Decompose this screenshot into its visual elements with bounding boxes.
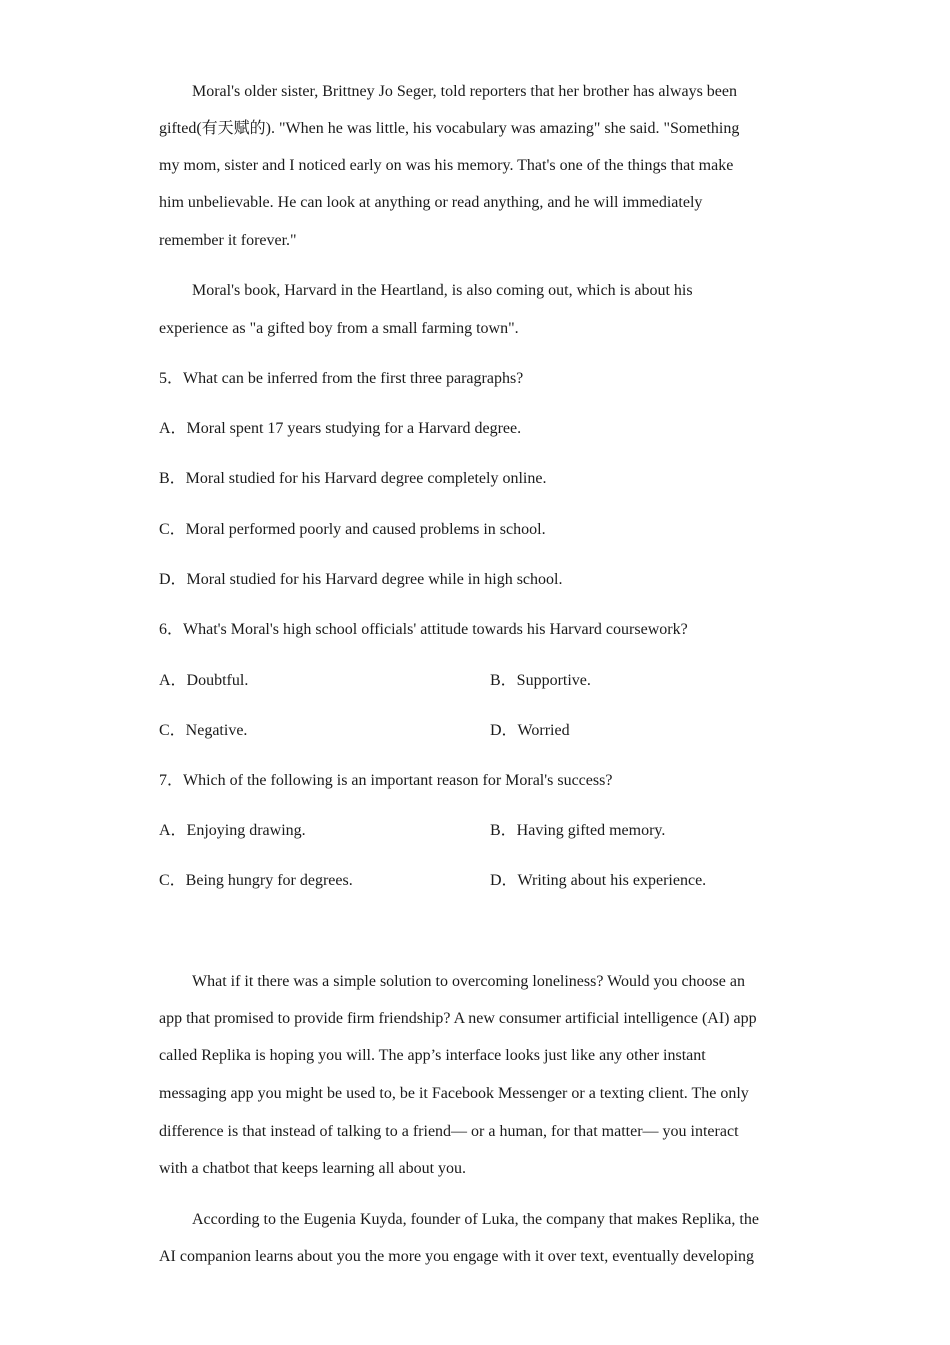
question-5-option-a: A．Moral spent 17 years studying for a Harvard degree. [159,420,522,437]
question-7-stem: 7．Which of the following is an important reason for Moral's success? [159,772,613,789]
passage2-p2-line2: AI companion learns about you the more you engage with it over text, eventually developing [159,1248,754,1265]
passage2-p1-line1: What if it there was a simple solution to overcoming loneliness? Would you choose an [192,973,745,990]
passage2-p1-line5: difference is that instead of talking to a friend— or a human, for that matter— you interact [159,1123,739,1140]
question-5-option-b: B．Moral studied for his Harvard degree completely online. [159,470,547,487]
passage1-p1-line2: gifted(有天赋的). "When he was little, his vocabulary was amazing" she said. "Something [159,120,740,137]
passage1-p2-line1: Moral's book, Harvard in the Heartland, is also coming out, which is about his [192,282,693,299]
question-6-stem: 6．What's Moral's high school officials' attitude towards his Harvard coursework? [159,621,688,638]
question-7-option-b: B．Having gifted memory. [490,822,666,839]
question-6-option-d: D．Worried [490,722,570,739]
question-6-option-b: B．Supportive. [490,672,591,689]
question-5-stem: 5．What can be inferred from the first three paragraphs? [159,370,524,387]
passage1-p2-line2: experience as "a gifted boy from a small farming town". [159,320,519,337]
passage1-p1-line1: Moral's older sister, Brittney Jo Seger, told reporters that her brother has always been [192,83,738,100]
passage2-p1-line3: called Replika is hoping you will. The app’s interface looks just like any other instant [159,1047,706,1064]
passage1-p1-line3: my mom, sister and I noticed early on was his memory. That's one of the things that make [159,157,734,174]
passage2-p1-line4: messaging app you might be used to, be it Facebook Messenger or a texting client. The only [159,1085,749,1102]
question-5-option-d: D．Moral studied for his Harvard degree while in high school. [159,571,563,588]
question-7-option-a: A．Enjoying drawing. [159,822,306,839]
question-5-option-c: C．Moral performed poorly and caused problems in school. [159,521,546,538]
passage2-p1-line6: with a chatbot that keeps learning all about you. [159,1160,467,1177]
passage1-p1-line5: remember it forever." [159,232,297,249]
passage1-p1-line4: him unbelievable. He can look at anything or read anything, and he will immediately [159,194,703,211]
question-6-option-c: C．Negative. [159,722,248,739]
question-7-option-d: D．Writing about his experience. [490,872,707,889]
question-6-option-a: A．Doubtful. [159,672,249,689]
passage2-p1-line2: app that promised to provide firm friendship? A new consumer artificial intelligence (AI) app [159,1010,757,1027]
question-7-option-c: C．Being hungry for degrees. [159,872,353,889]
passage2-p2-line1: According to the Eugenia Kuyda, founder of Luka, the company that makes Replika, the [192,1211,759,1228]
